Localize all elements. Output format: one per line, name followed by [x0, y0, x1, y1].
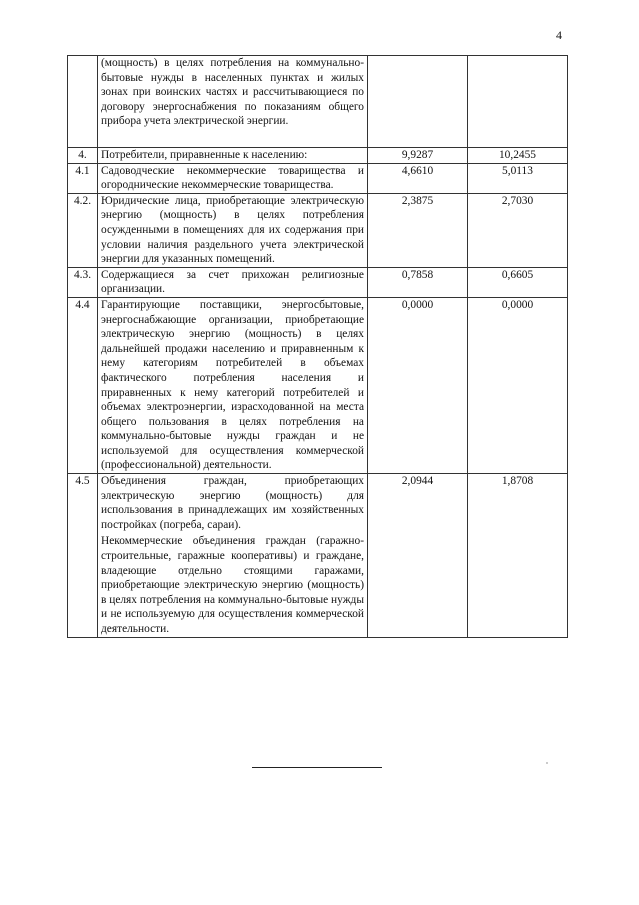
row-description [98, 148, 368, 164]
description-paragraph: Юридические лица, приобретающие электрическую энергию (мощность) в целях потребления осужденными в помещениях для их содержания при условии наличия раздельного учета электрической энергии для указанных помещений. [101, 194, 364, 266]
value-cell-1: 9,9287 [368, 148, 468, 164]
description-paragraph: Садоводческие некоммерческие товарищества и огороднические некоммерческие товарищества. [101, 164, 364, 192]
value-cell-1: 2,3875 [368, 193, 468, 267]
table-row [68, 163, 568, 193]
value-cell-1: 2,0944 [368, 474, 468, 638]
row-number: 4.5 [68, 474, 98, 638]
value-cell-2: 0,0000 [468, 297, 568, 473]
table-row-continuation [68, 56, 568, 148]
table-row [68, 474, 568, 638]
row-number-cell [68, 56, 98, 148]
value-cell-2: 5,0113 [468, 163, 568, 193]
description-paragraph: Гарантирующие поставщики, энергосбытовые, энергоснабжающие организации, приобретающие электрическую энергию (мощность) в целях дальнейшей продажи населению и приравненным к нему категориям потребителей в объемах фактического потребления населения и приравненных к нему категорий потребителей и объемах электроэнергии, израсходованной на места общего пользования в целях потребления на коммунально-бытовые нужды граждан и не используемой для осуществления коммерческой (профессиональной) деятельности. [101, 298, 364, 472]
page-number: 4 [556, 28, 562, 42]
row-number: 4.1 [68, 163, 98, 193]
description-paragraph: Потребители, приравненные к населению: [101, 149, 308, 161]
row-description: (мощность) в целях потребления на коммунально-бытовые нужды в населенных пунктах и жилых зонах при воинских частях и рассчитывающиеся по договору энергоснабжения по показаниям общего прибора учета электрической энергии. [98, 56, 368, 148]
footer-divider-line [252, 767, 382, 768]
tariff-table [67, 55, 568, 638]
row-number: 4.2. [68, 193, 98, 267]
row-description [98, 193, 368, 267]
description-paragraph: Некоммерческие объединения граждан (гаражно-строительные, гаражные кооперативы) и граждане, владеющие отдельно стоящими гаражами, приобретающие электрическую энергию (мощность) в целях потребления на коммунально-бытовые нужды и не используемую для осуществления коммерческой деятельности. [101, 535, 365, 635]
value-cell-1 [368, 56, 468, 148]
value-cell-2: 1,8708 [468, 474, 568, 638]
table-row [68, 193, 568, 267]
table-row [68, 148, 568, 164]
row-description [98, 297, 368, 473]
value-cell-1: 0,7858 [368, 267, 468, 297]
description-paragraph: Содержащиеся за счет прихожан религиозные организации. [101, 268, 364, 296]
table-row [68, 297, 568, 473]
scan-speck [546, 762, 548, 764]
tariff-table-body [68, 56, 568, 638]
row-number: 4.3. [68, 267, 98, 297]
row-description [98, 267, 368, 297]
value-cell-2: 0,6605 [468, 267, 568, 297]
row-number: 4.4 [68, 297, 98, 473]
table-row [68, 267, 568, 297]
value-cell-1: 4,6610 [368, 163, 468, 193]
description-paragraph: Объединения граждан, приобретающих электрическую энергию (мощность) для использования в принадлежащих им хозяйственных постройках (погреба, сараи). [101, 475, 364, 531]
value-cell-1: 0,0000 [368, 297, 468, 473]
row-description [98, 474, 368, 638]
value-cell-2: 10,2455 [468, 148, 568, 164]
row-description [98, 163, 368, 193]
value-cell-2 [468, 56, 568, 148]
row-number: 4. [68, 148, 98, 164]
value-cell-2: 2,7030 [468, 193, 568, 267]
